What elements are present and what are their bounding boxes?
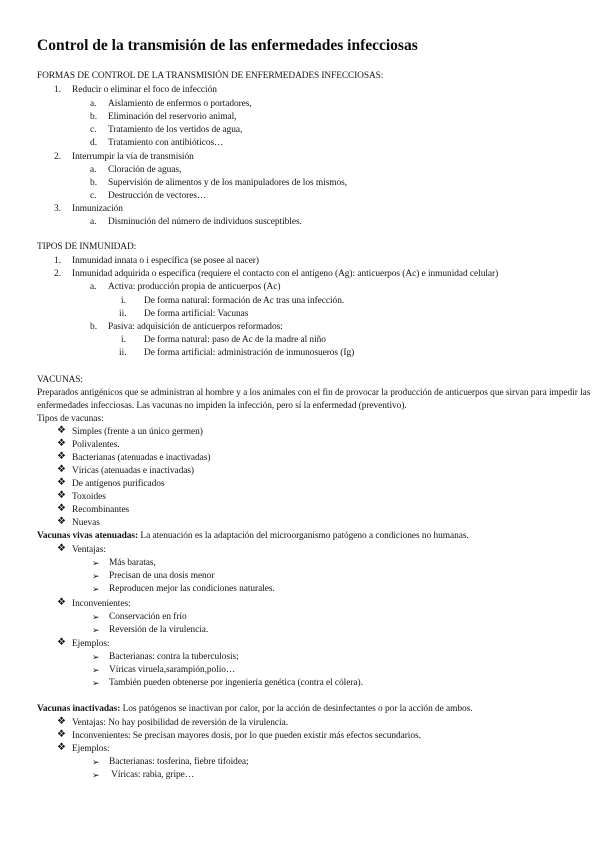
diamond-bullet-icon: ❖ [57,516,66,527]
list-item: Conservación en frío [109,612,187,622]
list-item: Supervisión de alimentos y de los manipuladores de los mismos, [108,178,348,188]
diamond-bullet-icon: ❖ [57,597,66,608]
list-number: 3. [54,204,62,214]
list-item: Ventajas: No hay posibilidad de reversión de la virulencia. [72,718,288,728]
list-item: Interrumpir la vía de transmisión [72,152,194,162]
list-item: Reproducen mejor las condiciones naturales. [109,584,275,594]
vacunas-paragraph: Preparados antigénicos que se administran al hombre y a los animales con el fin de provocar la producción de anticuerpos que sirvan para impedir las enfermedades infecciosas. Las vacunas no impiden la infección, pero sí la enfermedad (preventivo). [37,388,591,411]
list-number: 2. [54,269,62,279]
list-item: Reducir o eliminar el foco de infección [72,85,217,95]
inactivadas-line [37,703,473,715]
section-heading-formas: FORMAS DE CONTROL DE LA TRANSMISIÓN DE ENFERMEDADES INFECCIOSAS: [37,71,384,81]
list-item: De forma artificial: administración de inmunosueros (Ig) [144,348,355,358]
list-item: De antígenos purificados [72,479,165,489]
list-item: También pueden obtenerse por ingeniería genética (contra el cólera). [109,678,363,688]
arrow-bullet-icon: ➢ [92,770,100,780]
list-number: 1. [54,85,62,95]
arrow-bullet-icon: ➢ [92,757,100,767]
list-letter: a. [90,99,97,109]
diamond-bullet-icon: ❖ [57,464,66,475]
list-letter: b. [90,178,98,188]
list-item: De forma artificial: Vacunas [144,309,249,319]
list-item: Polivalentes. [72,440,120,450]
list-letter: c. [90,191,97,201]
ejemplos-label: Ejemplos: [72,639,110,649]
ejemplos-label: Ejemplos: [72,744,110,754]
list-item: Bacterianas: tosferina, fiebre tifoidea; [109,757,249,767]
diamond-bullet-icon: ❖ [57,503,66,514]
list-item: Víricas: rabia, gripe… [109,770,195,780]
list-item: Precisan de una dosis menor [109,571,215,581]
arrow-bullet-icon: ➢ [92,584,100,594]
atenuadas-text: La atenuación es la adaptación del microorganismo patógeno a condiciones no humanas. [138,531,469,541]
inactivadas-text: Los patógenos se inactivan por calor, por la acción de desinfectantes o por la acción de ambos. [120,704,473,714]
list-number: 1. [54,256,62,266]
arrow-bullet-icon: ➢ [92,558,100,568]
arrow-bullet-icon: ➢ [92,612,100,622]
list-roman: i. [121,296,126,306]
list-item: Inmunidad adquirida o específica (requiere el contacto con el antígeno (Ag): anticuerpos (Ac) e inmunidad celular) [72,269,499,279]
atenuadas-label: Vacunas vivas atenuadas: [37,531,139,541]
tipos-vacunas-label: Tipos de vacunas: [37,414,104,424]
list-item: Eliminación del reservorio animal, [108,112,237,122]
list-number: 2. [54,152,62,162]
page-title: Control de la transmisión de las enfermedades infecciosas [37,37,418,54]
list-item: Inmunidad innata o i específica (se posee al nacer) [72,256,259,266]
list-item: Toxoides [72,492,106,502]
list-item: Simples (frente a un único germen) [72,427,203,437]
arrow-bullet-icon: ➢ [92,678,100,688]
diamond-bullet-icon: ❖ [57,425,66,436]
diamond-bullet-icon: ❖ [57,543,66,554]
list-letter: a. [90,165,97,175]
list-item: Víricas viruela,sarampión,polio… [109,665,236,675]
arrow-bullet-icon: ➢ [92,652,100,662]
ventajas-label: Ventajas: [72,545,106,555]
list-roman: i. [121,335,126,345]
diamond-bullet-icon: ❖ [57,716,66,727]
list-item: Inmunización [72,204,123,214]
diamond-bullet-icon: ❖ [57,729,66,740]
list-letter: a. [90,282,97,292]
list-letter: b. [90,112,98,122]
list-item: Tratamiento de los vertidos de agua, [108,125,243,135]
list-item: Bacterianas: contra la tuberculosis; [109,652,239,662]
list-roman: ii. [119,348,127,358]
list-item: De forma natural: paso de Ac de la madre al niño [144,335,326,345]
arrow-bullet-icon: ➢ [92,625,100,635]
diamond-bullet-icon: ❖ [57,742,66,753]
list-letter: b. [90,322,98,332]
diamond-bullet-icon: ❖ [57,477,66,488]
list-item: Inconvenientes: Se precisan mayores dosis, por lo que pueden existir más efectos secundarios. [72,731,421,741]
inconvenientes-label: Inconvenientes: [72,599,131,609]
list-item: Destrucción de vectores… [108,191,207,201]
list-item: Nuevas [72,518,100,528]
list-letter: c. [90,125,97,135]
diamond-bullet-icon: ❖ [57,637,66,648]
arrow-bullet-icon: ➢ [92,571,100,581]
list-item: Pasiva: adquisición de anticuerpos reformados: [108,322,283,332]
list-item: Recombinantes [72,505,130,515]
list-roman: ii. [119,309,127,319]
section-heading-inmunidad: TIPOS DE INMUNIDAD: [37,242,137,252]
list-item: Disminución del número de individuos susceptibles. [108,217,302,227]
inactivadas-label: Vacunas inactivadas: [37,704,121,714]
list-item: Más baratas, [109,558,156,568]
list-letter: d. [90,138,98,148]
list-item: Bacterianas (atenuadas e inactivadas) [72,453,211,463]
diamond-bullet-icon: ❖ [57,451,66,462]
atenuadas-line [37,530,469,542]
section-heading-vacunas: VACUNAS: [37,375,83,385]
arrow-bullet-icon: ➢ [92,665,100,675]
list-item: Aislamiento de enfermos o portadores, [108,99,252,109]
diamond-bullet-icon: ❖ [57,438,66,449]
list-letter: a. [90,217,97,227]
diamond-bullet-icon: ❖ [57,490,66,501]
list-item: De forma natural: formación de Ac tras una infección. [144,296,345,306]
list-item: Activa: producción propia de anticuerpos (Ac) [108,282,281,292]
list-item: Víricas (atenuadas e inactivadas) [72,466,194,476]
list-item: Tratamiento con antibióticos… [108,138,224,148]
list-item: Cloración de aguas, [108,165,182,175]
list-item: Reversión de la virulencia. [109,625,209,635]
